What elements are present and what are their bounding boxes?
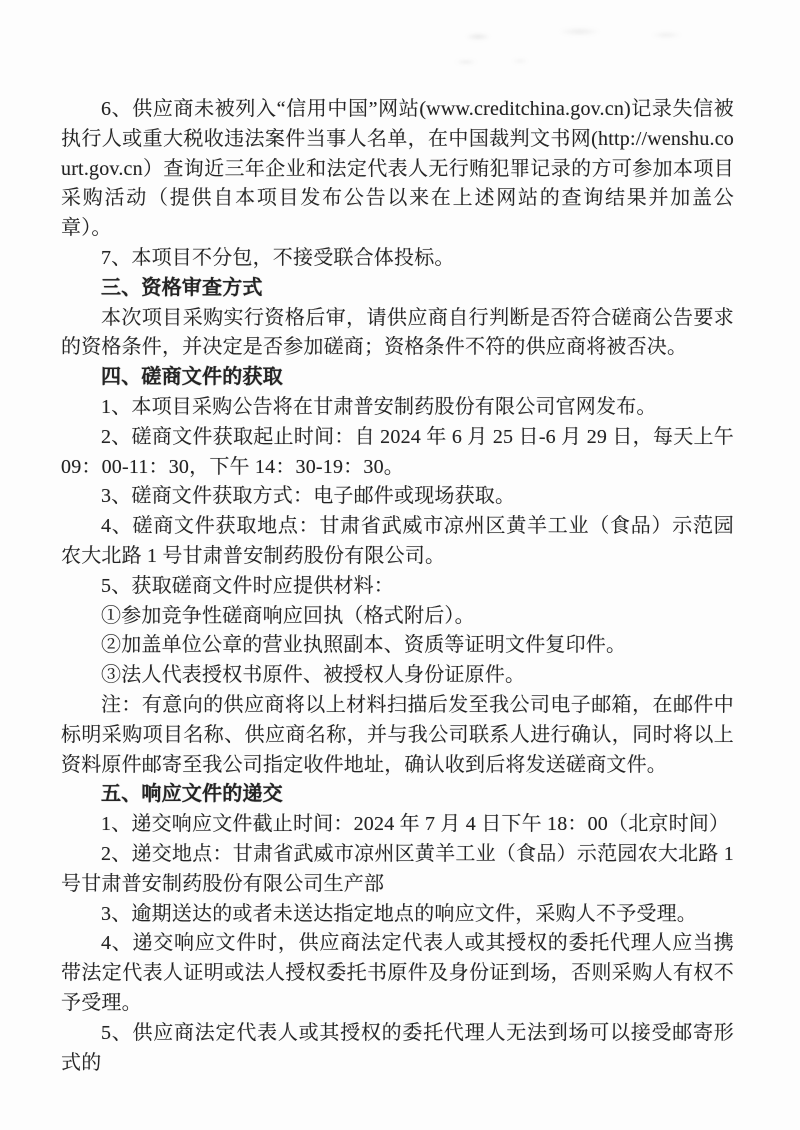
- paragraph-note: 注：有意向的供应商将以上材料扫描后发至我公司电子邮箱，在邮件中标明采购项目名称、供应商名称，并与我公司联系人进行确认，同时将以上资料原件邮寄至我公司指定收件地址，确认收到后将发送磋商文件。: [61, 693, 734, 776]
- paragraph-material-3: ③法人代表授权书原件、被授权人身份证原件。: [101, 664, 526, 687]
- paragraph-obtain-time: 2、磋商文件获取起止时间：自 2024 年 6 月 25 日-6 月 29 日，每天上午 09：00-11：30，下午 14：30-19：30。: [61, 425, 734, 478]
- section-heading-3: 三、资格审查方式: [101, 276, 263, 299]
- section-heading-5: 五、响应文件的递交: [101, 783, 283, 806]
- paragraph-obtain-address: 4、磋商文件获取地点：甘肃省武威市凉州区黄羊工业（食品）示范园农大北路 1 号甘肃普安制药股份有限公司。: [61, 515, 734, 567]
- scan-artifact: [430, 52, 550, 72]
- paragraph-required-materials: 5、获取磋商文件时应提供材料：: [101, 574, 394, 597]
- paragraph-submit-address: 2、递交地点：甘肃省武威市凉州区黄羊工业（食品）示范园农大北路 1 号甘肃普安制药股份有限公司生产部: [61, 842, 734, 895]
- scan-artifact: [420, 18, 710, 52]
- paragraph-mail-option: 5、供应商法定代表人或其授权的委托代理人无法到场可以接受邮寄形式的: [61, 1021, 734, 1074]
- paragraph-announce-channel: 1、本项目采购公告将在甘肃普安制药股份有限公司官网发布。: [101, 395, 657, 418]
- paragraph-material-1: ①参加竞争性磋商响应回执（格式附后）。: [101, 604, 475, 627]
- paragraph-material-2: ②加盖单位公章的营业执照副本、资质等证明文件复印件。: [101, 634, 627, 657]
- section-heading-4: 四、磋商文件的获取: [101, 366, 283, 389]
- paragraph-qualification: 本次项目采购实行资格后审，请供应商自行判断是否符合磋商公告要求的资格条件，并决定是否参加磋商；资格条件不符的供应商将被否决。: [61, 306, 734, 359]
- document-body: [61, 95, 734, 1078]
- paragraph-representative: 4、递交响应文件时，供应商法定代表人或其授权的委托代理人应当携带法定代表人证明或法人授权委托书原件及身份证到场，否则采购人有权不予受理。: [61, 932, 734, 1014]
- paragraph-item-6: 6、供应商未被列入“信用中国”网站(www.creditchina.gov.cn)记录失信被执行人或重大税收违法案件当事人名单，在中国裁判文书网(http://wenshu.court.gov.cn）查询近三年企业和法定代表人无行贿犯罪记录的方可参加本项目采购活动（提供自本项目发布公告以来在上述网站的查询结果并加盖公章）。: [61, 98, 734, 240]
- paragraph-late-submission: 3、逾期送达的或者未送达指定地点的响应文件，采购人不予受理。: [101, 902, 697, 925]
- paragraph-item-7: 7、本项目不分包，不接受联合体投标。: [101, 246, 455, 269]
- paragraph-deadline: 1、递交响应文件截止时间：2024 年 7 月 4 日下午 18：00（北京时间）: [101, 813, 730, 836]
- paragraph-obtain-method: 3、磋商文件获取方式：电子邮件或现场获取。: [101, 485, 516, 508]
